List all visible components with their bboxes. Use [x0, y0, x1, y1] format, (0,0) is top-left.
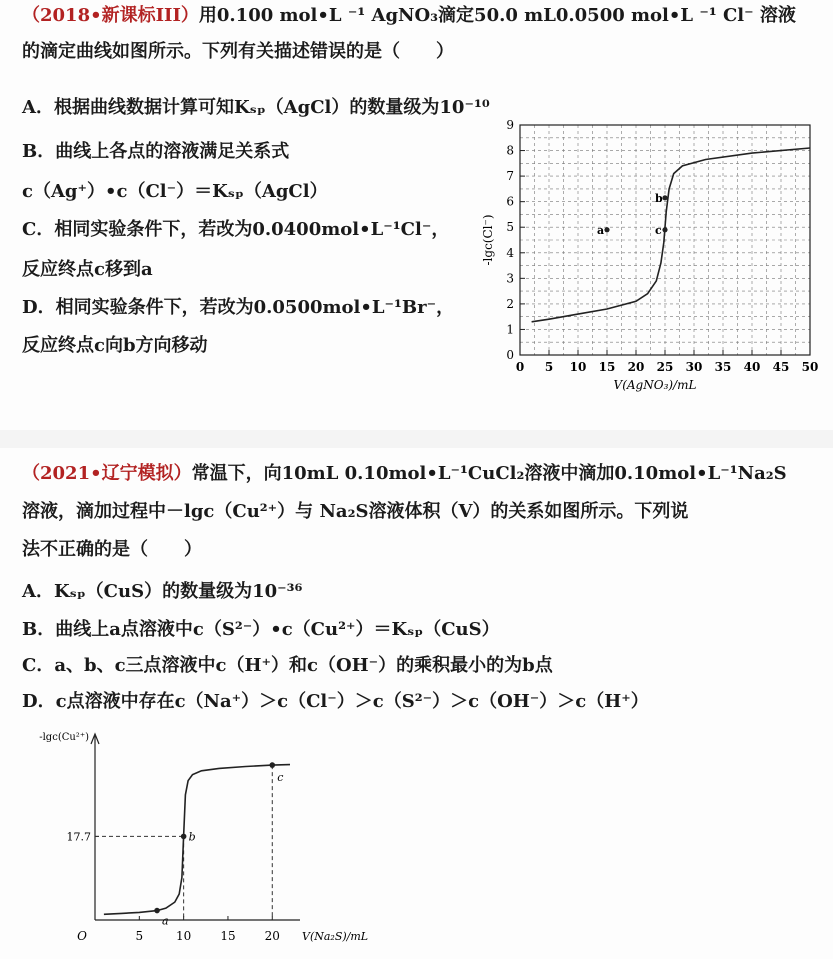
q1-option-b-line1: B．曲线上各点的溶液满足关系式: [22, 141, 290, 162]
x-tick-label: 25: [656, 360, 674, 374]
y-tick-label: 4: [506, 245, 514, 260]
x-tick-label: 5: [544, 360, 554, 374]
y-tick-label: 9: [506, 118, 514, 132]
x-tick-label: 10: [175, 929, 192, 943]
x-tick-label: 50: [801, 360, 819, 374]
q1-option-d-line2: 反应终点c向b方向移动: [22, 335, 208, 356]
y-tick-label: 1: [506, 322, 514, 337]
y-tick-label: 5: [506, 220, 514, 235]
point-a: [604, 227, 609, 232]
x-tick-label: 5: [135, 929, 144, 943]
q2-source: （2021•辽宁模拟）: [22, 463, 192, 484]
point-b: [662, 195, 667, 200]
x-tick-label: 20: [627, 360, 645, 374]
y-tick-label: 17.7: [66, 830, 91, 844]
y-axis-label: -lgc(Cl⁻): [481, 214, 495, 266]
point-b: [181, 834, 187, 840]
x-tick-label: 40: [743, 360, 761, 374]
x-axis-label: V(AgNO₃)/mL: [613, 378, 697, 392]
q2-option-a: A．Kₛₚ（CuS）的数量级为10⁻³⁶: [22, 581, 303, 602]
x-tick-label: 10: [569, 360, 587, 374]
x-axis-label: V(Na₂S)/mL: [302, 930, 369, 943]
q1-stem-line2: 的滴定曲线如图所示。下列有关描述错误的是（ ）: [22, 41, 454, 62]
y-tick-label: 6: [506, 194, 514, 209]
x-tick-label: 15: [220, 929, 236, 943]
q1-stem-line1: [22, 4, 796, 28]
q1-source: （2018•新课标III）: [22, 5, 199, 26]
point-label-b: b: [188, 830, 196, 844]
q2-stem-line3: 法不正确的是（ ）: [22, 539, 202, 560]
x-tick-label: 15: [598, 360, 616, 374]
y-axis-label: -lgc(Cu²⁺): [39, 732, 89, 743]
point-a: [154, 908, 160, 914]
point-label-b: b: [655, 191, 663, 205]
q2-stem-text: 常温下，向10mL 0.10mol•L⁻¹CuCl₂溶液中滴加0.10mol•L⁻¹Na₂S: [191, 463, 787, 484]
y-tick-label: 2: [506, 296, 514, 311]
q1-option-c-line1: C．相同实验条件下，若改为0.0400mol•L⁻¹Cl⁻，: [22, 219, 450, 240]
q1-option-d-line1: D．相同实验条件下，若改为0.0500mol•L⁻¹Br⁻，: [22, 297, 455, 318]
q2-option-d: D．c点溶液中存在c（Na⁺）＞c（Cl⁻）＞c（S²⁻）＞c（OH⁻）＞c（H⁺）: [22, 691, 649, 712]
x-tick-label: 45: [772, 360, 790, 374]
x-tick-label: 20: [264, 929, 280, 943]
q2-option-b: B．曲线上a点溶液中c（S²⁻）•c（Cu²⁺）＝Kₛₚ（CuS）: [22, 619, 500, 640]
point-label-c: c: [277, 771, 284, 785]
question-card-1: [0, 0, 833, 430]
point-label-a: a: [597, 223, 605, 237]
y-tick-label: 7: [506, 169, 514, 184]
origin-label: O: [77, 929, 87, 943]
titration-chart-cus: [30, 728, 370, 956]
q2-stem-line1: [22, 462, 787, 486]
x-tick-label: 30: [685, 360, 703, 374]
point-c: [662, 227, 667, 232]
y-tick-label: 0: [506, 348, 514, 362]
titration-chart-agcl: [470, 115, 825, 405]
x-tick-label: 35: [714, 360, 732, 374]
q1-option-b-line2: c（Ag⁺）•c（Cl⁻）＝Kₛₚ（AgCl）: [22, 181, 328, 202]
y-tick-label: 8: [506, 143, 514, 158]
q2-stem-line2: 溶液，滴加过程中－lgc（Cu²⁺）与 Na₂S溶液体积（V）的关系如图所示。下列说: [22, 501, 689, 522]
x-tick-label: 0: [515, 360, 525, 374]
q1-stem-text: 用0.100 mol•L ⁻¹ AgNO₃滴定50.0 mL0.0500 mol•L ⁻¹ Cl⁻ 溶液: [198, 5, 796, 26]
titration-curve: [532, 148, 810, 322]
point-label-a: a: [162, 914, 169, 928]
q1-option-c-line2: 反应终点c移到a: [22, 259, 153, 280]
question-card-2: [0, 448, 833, 959]
q2-option-c: C．a、b、c三点溶液中c（H⁺）和c（OH⁻）的乘积最小的为b点: [22, 655, 553, 676]
point-c: [269, 762, 275, 768]
titration-curve: [104, 765, 290, 915]
y-tick-label: 3: [506, 271, 514, 286]
q1-option-a: A．根据曲线数据计算可知Kₛₚ（AgCl）的数量级为10⁻¹⁰: [22, 97, 490, 118]
point-label-c: c: [655, 223, 662, 237]
